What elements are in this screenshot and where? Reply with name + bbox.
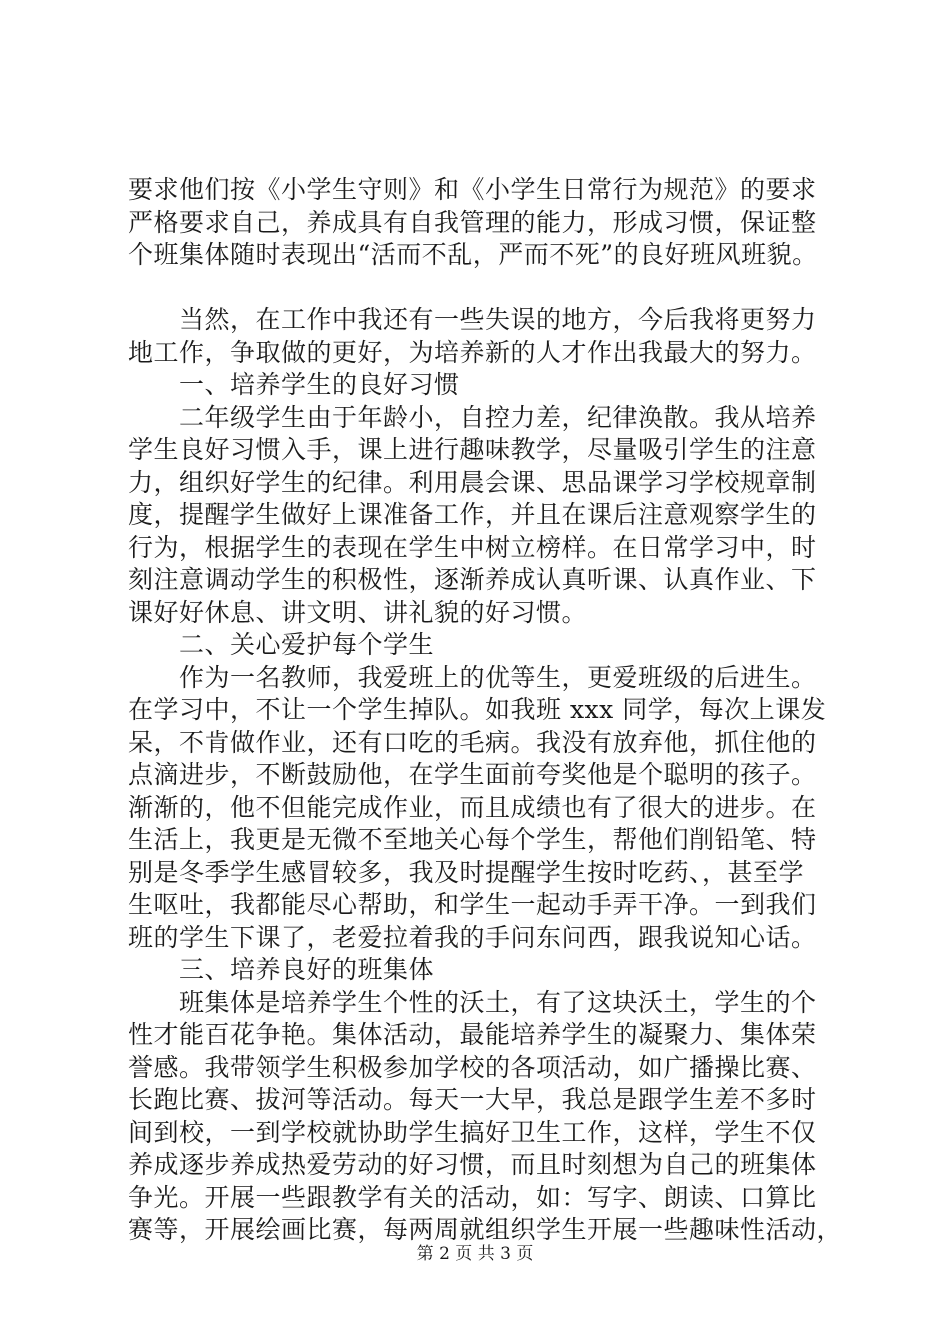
text-line: 班集体是培养学生个性的沃土，有了这块沃土，学生的个 bbox=[128, 987, 817, 1017]
text-line: 课好好休息、讲文明、讲礼貌的好习惯。 bbox=[128, 597, 588, 627]
text-line: 作为一名教师，我爱班上的优等生，更爱班级的后进生。 bbox=[128, 662, 817, 692]
text-line: 在学习中，不让一个学生掉队。如我班 xxx 同学，每次上课发 bbox=[128, 695, 827, 724]
section-heading: 二、关心爱护每个学生 bbox=[128, 630, 435, 659]
text-line: 生活上，我更是无微不至地关心每个学生，帮他们削铅笔、特 bbox=[128, 825, 817, 854]
text-line: 行为，根据学生的表现在学生中树立榜样。在日常学习中，时 bbox=[128, 532, 817, 562]
text-line: 力，组织好学生的纪律。利用晨会课、思品课学习学校规章制 bbox=[128, 467, 817, 497]
text-line: 养成逐步养成热爱劳动的好习惯，而且时刻想为自己的班集体 bbox=[128, 1150, 817, 1179]
text-line: 要求他们按《小学生守则》和《小学生日常行为规范》的要求 bbox=[128, 175, 817, 204]
text-line: 渐渐的，他不但能完成作业，而且成绩也有了很大的进步。在 bbox=[128, 792, 817, 822]
text-line: 度，提醒学生做好上课准备工作，并且在课后注意观察学生的 bbox=[128, 500, 817, 529]
text-line: 性才能百花争艳。集体活动，最能培养学生的凝聚力、集体荣 bbox=[128, 1020, 817, 1049]
text-line: 当然，在工作中我还有一些失误的地方，今后我将更努力 bbox=[128, 305, 817, 334]
text-line: 二年级学生由于年龄小，自控力差，纪律涣散。我从培养 bbox=[128, 402, 817, 432]
text-line: 点滴进步，不断鼓励他，在学生面前夸奖他是个聪明的孩子。 bbox=[128, 760, 817, 789]
text-line: 争光。开展一些跟教学有关的活动，如：写字、朗读、口算比 bbox=[128, 1182, 817, 1212]
text-line: 别是冬季学生感冒较多，我及时提醒学生按时吃药、，甚至学 bbox=[128, 857, 805, 887]
text-line: 地工作，争取做的更好，为培养新的人才作出我最大的努力。 bbox=[128, 337, 817, 367]
text-line: 个班集体随时表现出“活而不乱，严而不死”的良好班风班貌。 bbox=[128, 240, 818, 269]
text-line: 呆，不肯做作业，还有口吃的毛病。我没有放弃他，抓住他的 bbox=[128, 727, 817, 757]
body-text bbox=[128, 174, 848, 1247]
text-line: 间到校，一到学校就协助学生搞好卫生工作，这样，学生不仅 bbox=[128, 1117, 817, 1147]
section-heading: 一、培养学生的良好习惯 bbox=[128, 370, 460, 399]
text-line: 生呕吐，我都能尽心帮助，和学生一起动手弄干净。一到我们 bbox=[128, 890, 817, 919]
text-line: 班的学生下课了，老爱拉着我的手问东问西，跟我说知心话。 bbox=[128, 922, 817, 952]
text-line: 长跑比赛、拔河等活动。每天一大早，我总是跟学生差不多时 bbox=[128, 1085, 817, 1114]
text-line: 学生良好习惯入手，课上进行趣味教学，尽量吸引学生的注意 bbox=[128, 435, 817, 464]
text-line: 赛等，开展绘画比赛，每两周就组织学生开展一些趣味性活动， bbox=[128, 1215, 843, 1244]
text-line: 严格要求自己，养成具有自我管理的能力，形成习惯，保证整 bbox=[128, 207, 817, 237]
paragraph-gap bbox=[128, 272, 848, 305]
text-line: 誉感。我带领学生积极参加学校的各项活动，如广播操比赛、 bbox=[128, 1052, 817, 1082]
page-footer: 第 2 页 共 3 页 bbox=[416, 1244, 534, 1264]
section-heading: 三、培养良好的班集体 bbox=[128, 955, 435, 984]
text-line: 刻注意调动学生的积极性，逐渐养成认真听课、认真作业、下 bbox=[128, 565, 817, 594]
